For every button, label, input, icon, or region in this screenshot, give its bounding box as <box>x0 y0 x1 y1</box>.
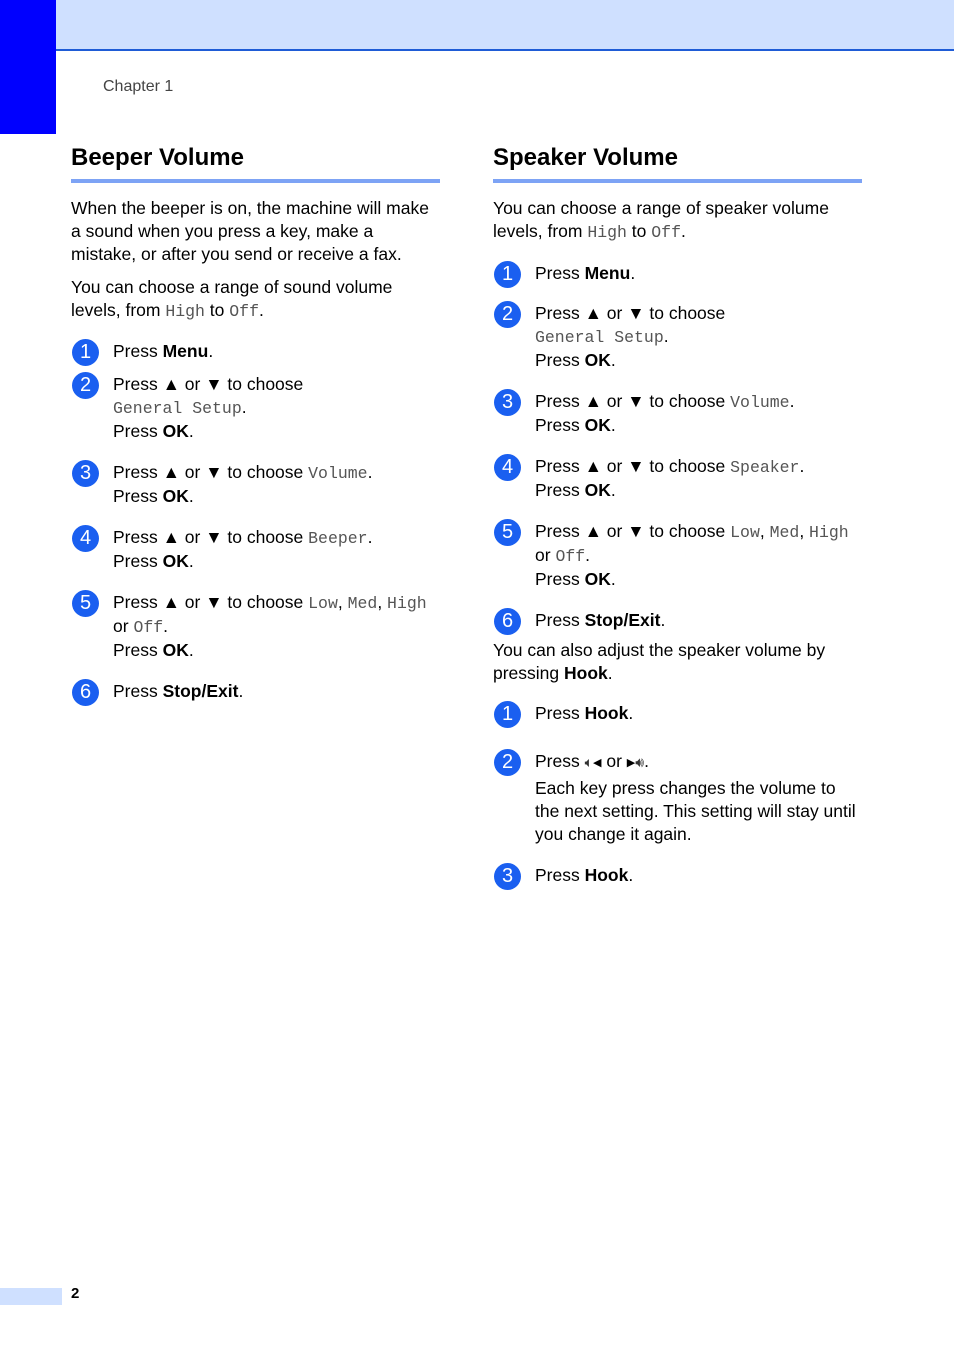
lcd-option-general-setup: General Setup <box>113 399 242 418</box>
step-number-badge: 1 <box>494 701 521 728</box>
speaker-hook-intro: You can also adjust the speaker volume by pressing Hook. <box>493 640 826 683</box>
step-number-badge: 3 <box>494 863 521 890</box>
lcd-option-volume: Volume <box>730 393 790 412</box>
beeper-step-6: 6 Press Stop/Exit. <box>71 680 440 703</box>
step-number-badge: 4 <box>494 454 521 481</box>
speaker-step-6: 6 Press Stop/Exit. <box>493 609 862 632</box>
page-number: 2 <box>71 1285 80 1302</box>
speaker-step-3: 3 Press ▲ or ▼ to choose Volume. Press OK. <box>493 390 862 437</box>
speaker-step-5: 5 Press ▲ or ▼ to choose Low, Med, High or Off. Press OK. <box>493 520 862 591</box>
stop-exit-key: Stop/Exit <box>584 610 661 630</box>
header-band <box>56 0 954 51</box>
hook-key: Hook <box>584 865 629 885</box>
lcd-option-general-setup: General Setup <box>535 328 664 347</box>
speaker-step-1: 1 Press Menu. <box>493 262 862 285</box>
chapter-tab <box>0 0 56 134</box>
step-number-badge: 5 <box>494 519 521 546</box>
step-number-badge: 2 <box>72 372 99 399</box>
step-number-badge: 2 <box>494 749 521 776</box>
chapter-label: Chapter 1 <box>103 78 174 95</box>
step-number-badge: 1 <box>494 261 521 288</box>
step-number-badge: 3 <box>72 460 99 487</box>
section-title-speaker: Speaker Volume <box>493 143 862 183</box>
menu-key: Menu <box>162 341 209 361</box>
step-number-badge: 6 <box>72 679 99 706</box>
lcd-option-speaker: Speaker <box>730 458 800 477</box>
left-arrow-icon: ◀ <box>593 757 602 769</box>
hook-key: Hook <box>584 703 629 723</box>
lcd-option-beeper: Beeper <box>308 529 368 548</box>
step-number-badge: 6 <box>494 608 521 635</box>
speaker-step-4: 4 Press ▲ or ▼ to choose Speaker. Press OK. <box>493 455 862 502</box>
lcd-option-volume: Volume <box>308 464 368 483</box>
section-title-beeper: Beeper Volume <box>71 143 440 183</box>
speaker-step-2: 2 Press ▲ or ▼ to choose General Setup. Press OK. <box>493 302 862 372</box>
stop-exit-key: Stop/Exit <box>162 681 239 701</box>
beeper-step-1: 1 Press Menu. <box>71 340 440 363</box>
speaker-range-text: You can choose a range of speaker volume levels, from High to Off. <box>493 198 829 242</box>
menu-key: Menu <box>584 263 631 283</box>
beeper-volume-section <box>71 143 440 703</box>
hook-step-3: 3 Press Hook. <box>493 864 862 887</box>
beeper-intro: When the beeper is on, the machine will make a sound when you press a key, make a mistake, or after you send or receive a fax. <box>71 198 429 264</box>
step-number-badge: 3 <box>494 389 521 416</box>
beeper-step-5: 5 Press ▲ or ▼ to choose Low, Med, High or Off. Press OK. <box>71 591 440 662</box>
beeper-step-3: 3 Press ▲ or ▼ to choose Volume. Press OK. <box>71 461 440 508</box>
hook-step-1: 1 Press Hook. <box>493 702 862 725</box>
step-number-badge: 4 <box>72 525 99 552</box>
speaker-volume-section <box>493 143 862 887</box>
right-arrow-icon: ▶ <box>626 757 636 769</box>
footer-bar <box>0 1288 62 1305</box>
step-number-badge: 5 <box>72 590 99 617</box>
speaker-low-icon: 🔈︎ <box>584 754 594 770</box>
beeper-step-2: 2 Press ▲ or ▼ to choose General Setup. Press OK. <box>71 373 440 443</box>
beeper-step-4: 4 Press ▲ or ▼ to choose Beeper. Press OK. <box>71 526 440 573</box>
step-number-badge: 1 <box>72 339 99 366</box>
speaker-high-icon: 🔊︎ <box>635 754 645 770</box>
step-number-badge: 2 <box>494 301 521 328</box>
hook-step-2: 2 Press 🔈︎◀ or ▶🔊︎. Each key press changes the volume to the next setting. This setting will stay until you change it again. <box>493 750 862 846</box>
beeper-range-text: You can choose a range of sound volume levels, from High to Off. <box>71 277 393 321</box>
